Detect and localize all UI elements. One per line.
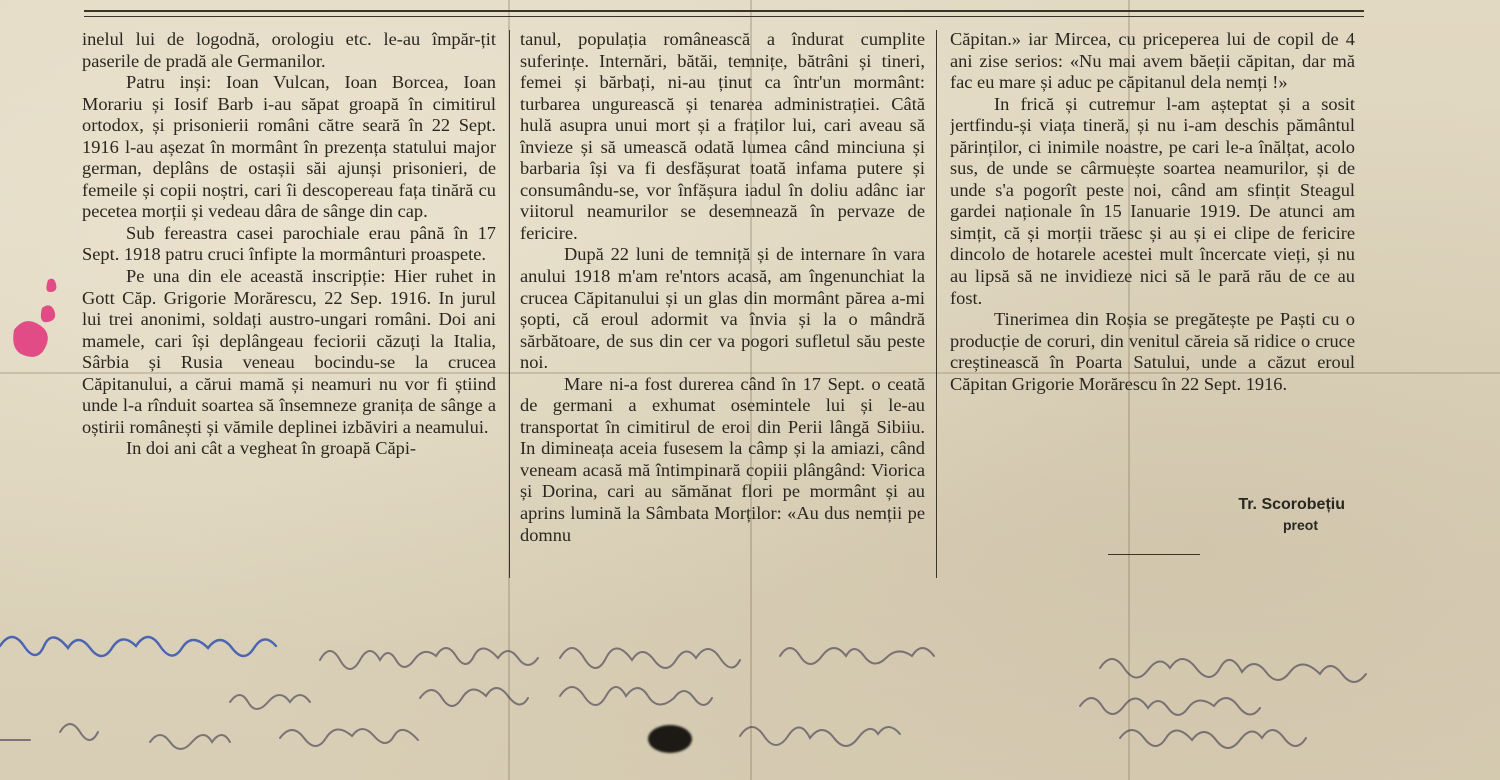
ink-blot <box>648 725 692 753</box>
paragraph: După 22 luni de temniță și de internare în vara anului 1918 m'am re'ntors acasă, am îngenunchiat la crucea Căpitanului și un glas din mormânt părea a-mi șopti, că eroul adormit va învia și la o mândră sărbătoare, de sus din cer va pogori sufletul său peste noi. <box>520 244 925 373</box>
stain-blot <box>13 321 48 357</box>
handwriting-stroke <box>0 724 418 749</box>
paragraph: inelul lui de logodnă, orologiu etc. le-au împăr-țit paserile de pradă ale Germanilor. <box>82 29 496 71</box>
signature-role: preot <box>1283 517 1318 533</box>
paragraph: In frică și cutremur l-am așteptat și a sosit jertfindu-și viața tineră, și nu i-am deschis pământul părinților, ci inimile noastre, pe cari le-a înălțat, acolo sus, de unde se cârmuește soartea neamurilor, și de unde s'a pogorît peste noi, când am sfințit Steagul gardei naționale în 15 Ianuarie 1919. De atunci am simțit, că și morții trăesc și au și ei clipe de fericire dincolo de hotarele acestei mult încercate vieți, și nu au lipsă să ne invidieze nici să le pară rău de ce au fost. <box>950 93 1355 308</box>
signature-name: Tr. Scorobețiu <box>1238 496 1345 513</box>
column-separator <box>936 30 937 578</box>
blue-ink-stroke <box>0 637 276 656</box>
paragraph: Sub fereastra casei parochiale erau până în 17 Sept. 1918 patru cruci înfipte la mormânturi proaspete. <box>82 222 496 265</box>
article-column-2 <box>520 29 925 589</box>
paragraph: Tinerimea din Roșia se pregătește pe Paști cu o producție de coruri, din venitul căreia să ridice o cruce creștinească în Poarta Satului, unde a căzut eroul Căpitan Grigorie Morărescu în 22 Sept. 1916. <box>950 309 1355 394</box>
handwriting-stroke <box>780 648 934 664</box>
paragraph: Mare ni-a fost durerea când în 17 Sept. o ceată de germani a exhumat osemintele lui și le-au transportat în cimitirul de eroi din Perii lângă Sibiiu. In dimineața aceia fusesem la câmp și la amiazi, când veneam acasă mă întimpinară copiii plângând: Viorica și Dorina, cari au sămănat flori pe mormânt și au aprins lumină la Sâmbata Morților: «Au dus nemții pe domnu <box>520 373 925 545</box>
signature-rule <box>1108 554 1200 555</box>
handwriting-stroke <box>230 687 712 709</box>
paragraph: Căpitan.» iar Mircea, cu priceperea lui de copil de 4 ani zise serios: «Nu mai avem băeții căpitan, dar mă fac eu mare și aduc pe căpitanul dela nemți !» <box>950 29 1355 93</box>
column-separator <box>509 30 510 578</box>
article-column-1 <box>82 29 496 589</box>
stain-blot <box>46 279 56 292</box>
handwriting-stroke <box>1080 698 1260 715</box>
handwriting-stroke <box>740 727 900 746</box>
paragraph: Pe una din ele această inscripție: Hier ruhet in Gott Căp. Grigorie Morărescu, 22 Sep. 1916. In jurul lui trei anonimi, soldați austro-ungari români. Doi ani mamele, cari își deplângeau feciorii căzuți la Italia, Sârbia și Rusia veneau bocindu-se la crucea Căpitanului, a cărui mamă și neamuri nu vor fi știind unde l-a rînduit soartea să însemneze granița de sânge a oștirii românești și vămile deplinei izbăviri a neamului. <box>82 266 496 437</box>
handwriting-stroke <box>320 648 538 669</box>
header-rule <box>84 10 1364 17</box>
handwriting-scribbles <box>0 610 1500 780</box>
handwriting-stroke <box>1120 730 1306 748</box>
paragraph: Patru inși: Ioan Vulcan, Ioan Borcea, Ioan Morariu și Iosif Barb i-au săpat groapă în cimitirul ortodox, și prisonierii români către seară în 22 Sept. 1916 l-au așezat în mormânt în prezența statului major german, deplâns de ostașii săi ajunși prisonieri, de femeile și copii noștri, cari îi descopereau fața tinără cu pecetea morții și vedeau dâra de sânge din cap. <box>82 72 496 222</box>
paragraph: In doi ani cât a vegheat în groapă Căpi- <box>126 438 417 459</box>
handwriting-stroke <box>560 648 740 668</box>
pink-ink-stain <box>8 260 60 380</box>
stain-blot <box>41 305 55 322</box>
handwriting-stroke <box>1100 659 1366 682</box>
paragraph: tanul, populația românească a îndurat cumplite suferințe. Internări, bătăi, temnițe, bătrâni și tineri, femei și bărbați, ni-au ținut ca într'un mormânt: turbarea ungurească și tenarea administrației. Câtă hulă asupra unui mort și a fraților lui, cari aveau să învieze și să umească odată lumea când minciuna și barbaria își va fi desfășurat toată infama putere și consumându-se, vor înfășura iadul în doliu adânc iar viitorul neamurilor se desemnează în pervaze de fericire. <box>520 29 925 243</box>
